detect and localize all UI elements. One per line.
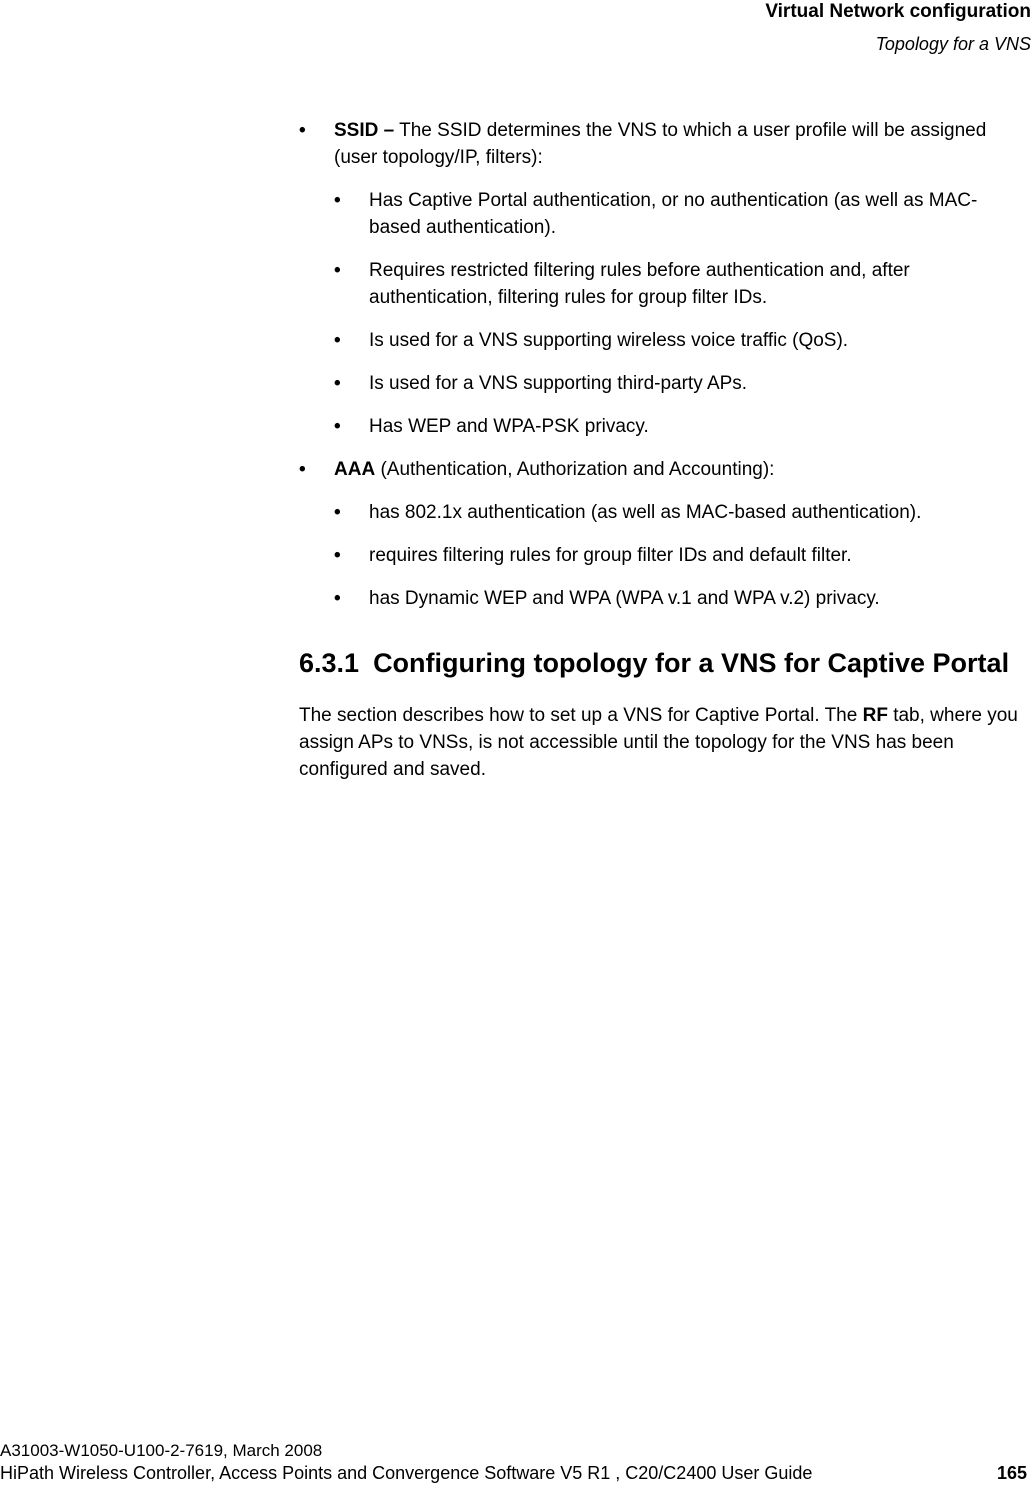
paragraph-text: tab, where you assign APs to VNSs, is not accessible until the topology for the VNS has been configured and saved. <box>299 705 1018 780</box>
list-item-text: Has Captive Portal authentication, or no authentication (as well as MAC-based authentication). <box>369 190 978 238</box>
term-ssid: SSID – <box>334 120 395 141</box>
list-item <box>299 257 1029 311</box>
section-title: Configuring topology for a VNS for Captive Portal <box>373 648 1010 678</box>
list-item <box>299 413 1029 440</box>
bullet-icon: • <box>334 502 341 523</box>
list-item <box>299 187 1029 241</box>
term-aaa: AAA <box>334 459 376 480</box>
bullet-icon: • <box>334 588 341 609</box>
bullet-icon: • <box>334 260 341 281</box>
list-item-text: has Dynamic WEP and WPA (WPA v.1 and WPA v.2) privacy. <box>369 588 880 609</box>
list-item-text: requires filtering rules for group filter IDs and default filter. <box>369 545 852 566</box>
list-item-text: Is used for a VNS supporting wireless voice traffic (QoS). <box>369 330 849 351</box>
rf-tab-term: RF <box>862 705 888 726</box>
running-header-subtitle: Topology for a VNS <box>875 34 1031 54</box>
list-item-text: has 802.1x authentication (as well as MAC-based authentication). <box>369 502 922 523</box>
section-number: 6.3.1 <box>299 648 360 678</box>
list-item <box>299 327 1029 354</box>
bullet-icon: • <box>299 459 306 480</box>
bullet-icon: • <box>334 545 341 566</box>
list-item-aaa <box>299 456 1029 483</box>
bullet-icon: • <box>299 120 306 141</box>
list-item <box>299 585 1029 612</box>
list-item <box>299 499 1029 526</box>
main-content <box>299 117 1029 783</box>
footer-doc-id: A31003-W1050-U100-2-7619, March 2008 <box>0 1441 323 1460</box>
page-number: 165 <box>996 1463 1027 1483</box>
list-item-text: Is used for a VNS supporting third-party APs. <box>369 373 748 394</box>
bullet-icon: • <box>334 190 341 211</box>
section-heading <box>299 646 1029 680</box>
paragraph-text: The section describes how to set up a VNS for Captive Portal. The <box>299 705 863 726</box>
bullet-icon: • <box>334 330 341 351</box>
list-item <box>299 370 1029 397</box>
list-item-text: Has WEP and WPA-PSK privacy. <box>369 416 649 437</box>
footer-guide-title: HiPath Wireless Controller, Access Points and Convergence Software V5 R1 , C20/C2400 User Guide <box>0 1463 813 1483</box>
body-paragraph <box>299 702 1029 783</box>
list-item-ssid <box>299 117 1029 171</box>
bullet-icon: • <box>334 373 341 394</box>
list-item-text: Requires restricted filtering rules before authentication and, after authentication, filtering rules for group filter IDs. <box>369 260 910 308</box>
running-header-title: Virtual Network configuration <box>765 1 1031 22</box>
list-item <box>299 542 1029 569</box>
bullet-icon: • <box>334 416 341 437</box>
aaa-description: (Authentication, Authorization and Accounting): <box>375 459 775 480</box>
ssid-description: The SSID determines the VNS to which a user profile will be assigned (user topology/IP, filters): <box>334 120 987 168</box>
